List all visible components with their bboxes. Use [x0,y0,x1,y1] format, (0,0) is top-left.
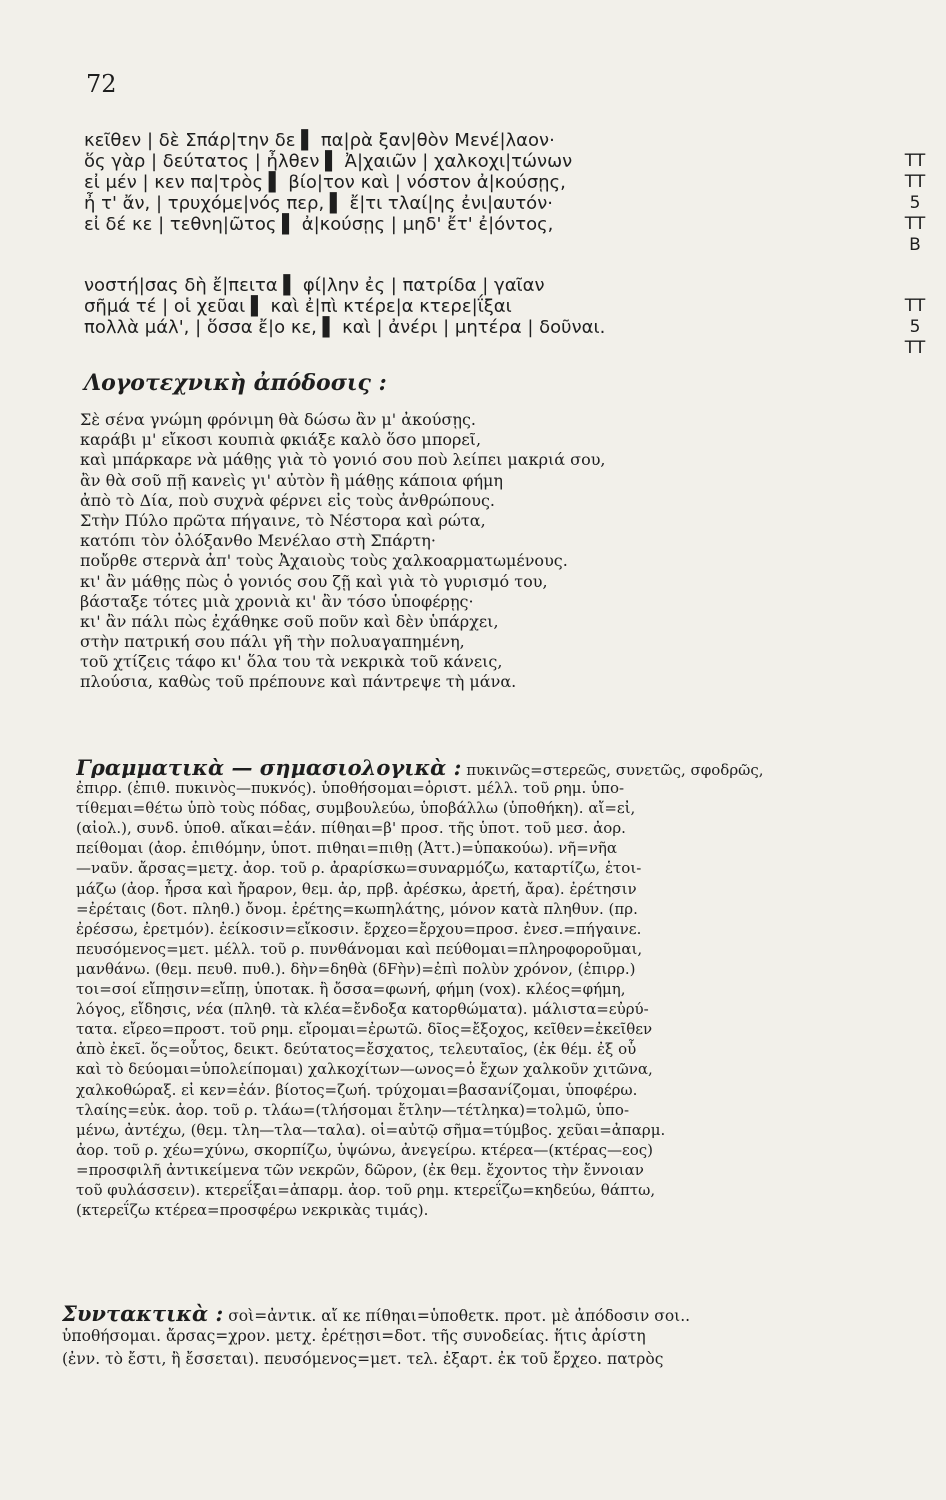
grammar-line: ἀορ. τοῦ ρ. χέω=χύνω, σκορπίζω, ὑψώνω, ἀνεγείρω. κτέρεα—(κτέρας—εος) [76,1140,654,1159]
verse-line: κεῖθεν | δὲ Σπάρ|την δε ▌ πα|ρὰ ξαν|θὸν Μενέ|λαον· [84,130,555,151]
translation-line: κι' ἂν μάθῃς πὼς ὁ γονιός σου ζῇ καὶ γιὰ τὸ γυρισμό του, [80,571,548,591]
verse-line: εἰ δέ κε | τεθνη|ῶτος ▌ ἀ|κούσῃς | μηδ' ἔτ' ἐ|όντος, TT [84,214,874,235]
scansion-mark: TT [904,214,926,234]
translation-line: βάσταξε τότες μιὰ χρονιὰ κι' ἂν τόσο ὑποφέρῃς· [80,591,474,611]
translation-line: τοῦ χτίζεις τάφο κι' ὅλα του τὰ νεκρικὰ τοῦ κάνεις, [80,652,503,672]
verse-line [84,338,926,359]
translation-line: κατόπι τὸν ὀλόξανθο Μενέλαο στὴ Σπάρτη· [80,531,436,551]
scansion-mark: TT [904,151,926,171]
verse-line: ὅς γὰρ | δεύτατος | ἦλθεν ▌ Ἀ|χαιῶν | χαλκοχι|τώνων TT [84,151,874,172]
syntax-section [62,1302,908,1371]
translation-line: ἂν θὰ σοῦ πῇ κανεὶς γι' αὐτὸν ἢ μάθῃς κάποια φήμη [80,470,504,490]
translation-line: κι' ἂν πάλι πὼς ἐχάθηκε σοῦ ποῦν καὶ δὲν ὑπάρχει, [80,611,499,631]
verse-line [84,235,921,256]
scansion-mark: TT [904,338,926,358]
translation-line: στὴν πατρική σου πάλι γῆ τὴν πολυαγαπημένη, [80,632,465,652]
translation-line: ἀπὸ τὸ Δία, ποὺ συχνὰ φέρνει εἰς τοὺς ἀνθρώπους. [80,490,496,510]
grammar-line: ἀπὸ ἐκεῖ. ὅς=οὗτος, δεικτ. δεύτατος=ἔσχατος, τελευταῖος, (ἐκ θέμ. ἐξ οὗ [76,1040,637,1059]
translation-block [80,410,860,693]
scansion-mark: TT [904,296,926,316]
verse-line: εἰ μέν | κεν πα|τρὸς ▌ βίο|τον καὶ | νόστον ἀ|κούσῃς, TT [84,172,874,193]
grammar-line: —ναῦν. ἄρσας=μετχ. ἀορ. τοῦ ρ. ἀραρίσκω=συναρμόζω, καταρτίζω, ἑτοι- [76,859,642,878]
scansion-mark: TT [904,172,926,192]
grammar-line: μένω, ἀντέχω, (θεμ. τλη—τλα—ταλα). οἱ=αὐτῷ σῆμα=τύμβος. χεῦαι=ἀπαρμ. [76,1120,666,1139]
syntax-line: Συντακτικὰ : σοὶ=ἀντικ. αἴ κε πίθηαι=ὑποθετκ. προτ. μὲ ἀπόδοσιν σοι.. [62,1302,691,1325]
grammar-line: (αἰολ.), συνδ. ὑποθ. αἴκαι=ἐάν. πίθηαι=β' προσ. τῆς ὑποτ. τοῦ μεσ. ἀορ. [76,819,626,838]
grammar-line: λόγος, εἴδησις, νέα (πληθ. τὰ κλέα=ἔνδοξα κατορθώματα). μάλιστα=εὐρύ- [76,1000,649,1019]
verse-line: σῆμά τέ | οἱ χεῦαι ▌ καὶ ἐ|πὶ κτέρε|α κτερε|ΐξαι TT [84,296,874,317]
verse-line: ἦ τ' ἄν, | τρυχόμε|νός περ, ▌ ἔ|τι τλαί|ης ἐνι|αυτόν· 5 [84,193,874,214]
syntax-line: ὑποθήσομαι. ἄρσας=χρον. μετχ. ἐρέτῃσι=δοτ. τῆς συνοδείας. ἥτις ἀρίστη [62,1327,646,1345]
grammar-section [76,758,908,1220]
grammar-line: ἐρέσσω, ἐρετμόν). ἐείκοσιν=εἴκοσιν. ἔρχεο=ἔρχου=προσ. ἐνεσ.=πήγαινε. [76,919,642,938]
grammar-line: τοῦ φυλάσσειν). κτερεΐξαι=ἀπαρμ. ἀορ. τοῦ ρημ. κτερεΐζω=κηδεύω, θάπτω, [76,1180,656,1199]
syntax-line: (ἐνν. τὸ ἔστι, ἢ ἔσσεται). πευσόμενος=μετ. τελ. ἐξαρτ. ἐκ τοῦ ἔρχεο. πατρὸς [62,1350,664,1368]
translation-heading: Λογοτεχνικὴ ἀπόδοσις : [84,370,387,396]
grammar-line: =προσφιλῆ ἀντικείμενα τῶν νεκρῶν, δῶρον, (ἐκ θεμ. ἔχοντος τὴν ἔννοιαν [76,1160,644,1179]
grammar-line: καὶ τὸ δεύομαι=ὑπολείπομαι) χαλκοχίτων—ωνος=ὁ ἔχων χαλκοῦν χιτῶνα, [76,1060,653,1079]
grammar-line: μάζω (ἀορ. ἦρσα καὶ ἤραρον, θεμ. ἀρ, πρβ. ἀρέσκω, ἀρετή, ἄρα). ἐρέτησιν [76,879,637,898]
grammar-line: μανθάνω. (θεμ. πευθ. πυθ.). δὴν=δηθὰ (δFὴν)=ἐπὶ πολὺν χρόνον, (ἐπιρρ.) [76,959,636,978]
grammar-line: τατα. εἴρεο=προστ. τοῦ ρημ. εἴρομαι=ἐρωτῶ. δῖος=ἔξοχος, κεῖθεν=ἐκεῖθεν [76,1020,653,1039]
page-number: 72 [86,70,117,98]
grammar-line: χαλκοθώραξ. εἰ κεν=ἐάν. βίοτος=ζωή. τρύχομαι=βασανίζομαι, ὑποφέρω. [76,1080,638,1099]
grammar-line: τλαίης=εὐκ. ἀορ. τοῦ ρ. τλάω=(τλήσομαι ἔτλην—τέτληκα)=τολμῶ, ὑπο- [76,1100,630,1119]
grammar-line: (κτερεΐζω κτέρεα=προσφέρω νεκρικὰς τιμάς). [76,1201,429,1220]
verse-block-2 [84,275,926,359]
grammar-line: ἐπιρρ. (ἐπιθ. πυκινὸς—πυκνός). ὑποθήσομαι=ὁριστ. μέλλ. τοῦ ρημ. ὑπο- [76,779,625,798]
verse-line: πολλὰ μάλ', | ὅσσα ἔ|ο κε, ▌ καὶ | ἀνέρι | μητέρα | δοῦναι. 5 [84,317,874,338]
scansion-mark: 5 [909,317,921,337]
grammar-line: Γραμματικὰ — σημασιολογικὰ : πυκινῶς=στερεῶς, συνετῶς, σφοδρῶς, [76,758,908,778]
grammar-heading: Γραμματικὰ — σημασιολογικὰ : [76,758,462,779]
translation-line: Σὲ σένα γνώμη φρόνιμη θὰ δώσω ἂν μ' ἀκούσῃς. [80,410,477,429]
grammar-line: τοι=σοί εἴπῃσιν=εἴπῃ, ὑποτακ. ἢ ὄσσα=φωνή, φήμη (vox). κλέος=φήμη, [76,980,626,999]
translation-line: καὶ μπάρκαρε νὰ μάθῃς γιὰ τὸ γονιό σου ποὺ λείπει μακριά σου, [80,450,606,470]
translation-line: καράβι μ' εἴκοσι κουπιὰ φκιάξε καλὸ ὅσο μπορεῖ, [80,430,482,450]
verse-line: νοστή|σας δὴ ἔ|πειτα ▌ φί|λην ἐς | πατρίδα | γαῖαν [84,275,545,296]
translation-line: Στὴν Πύλο πρῶτα πήγαινε, τὸ Νέστορα καὶ ρώτα, [80,510,486,530]
verse-block-1 [84,130,926,256]
translation-line: πλούσια, καθὼς τοῦ πρέπουνε καὶ πάντρεψε τὴ μάνα. [80,672,517,692]
grammar-line: τίθεμαι=θέτω ὑπὸ τοὺς πόδας, συμβουλεύω, ὑποβάλλω (ὑποθήκη). αἴ=εἰ, [76,799,636,818]
translation-line: ποὔρθε στερνὰ ἀπ' τοὺς Ἀχαιοὺς τοὺς χαλκοαρματωμένους. [80,551,568,571]
grammar-line: πείθομαι (ἀορ. ἐπιθόμην, ὑποτ. πιθηαι=πιθῃ (Ἀττ.)=ὑπακούω). νῆ=νῆα [76,839,618,858]
scansion-mark: 5 [909,193,921,213]
grammar-line: πευσόμενος=μετ. μέλλ. τοῦ ρ. πυνθάνομαι καὶ πεύθομαι=πληροφοροῦμαι, [76,939,643,958]
scansion-mark: B [909,235,921,255]
syntax-heading: Συντακτικὰ : [62,1302,224,1325]
grammar-line: =ἐρέταις (δοτ. πληθ.) ὄνομ. ἐρέτης=κωπηλάτης, μόνον κατὰ πληθυν. (πρ. [76,899,638,918]
